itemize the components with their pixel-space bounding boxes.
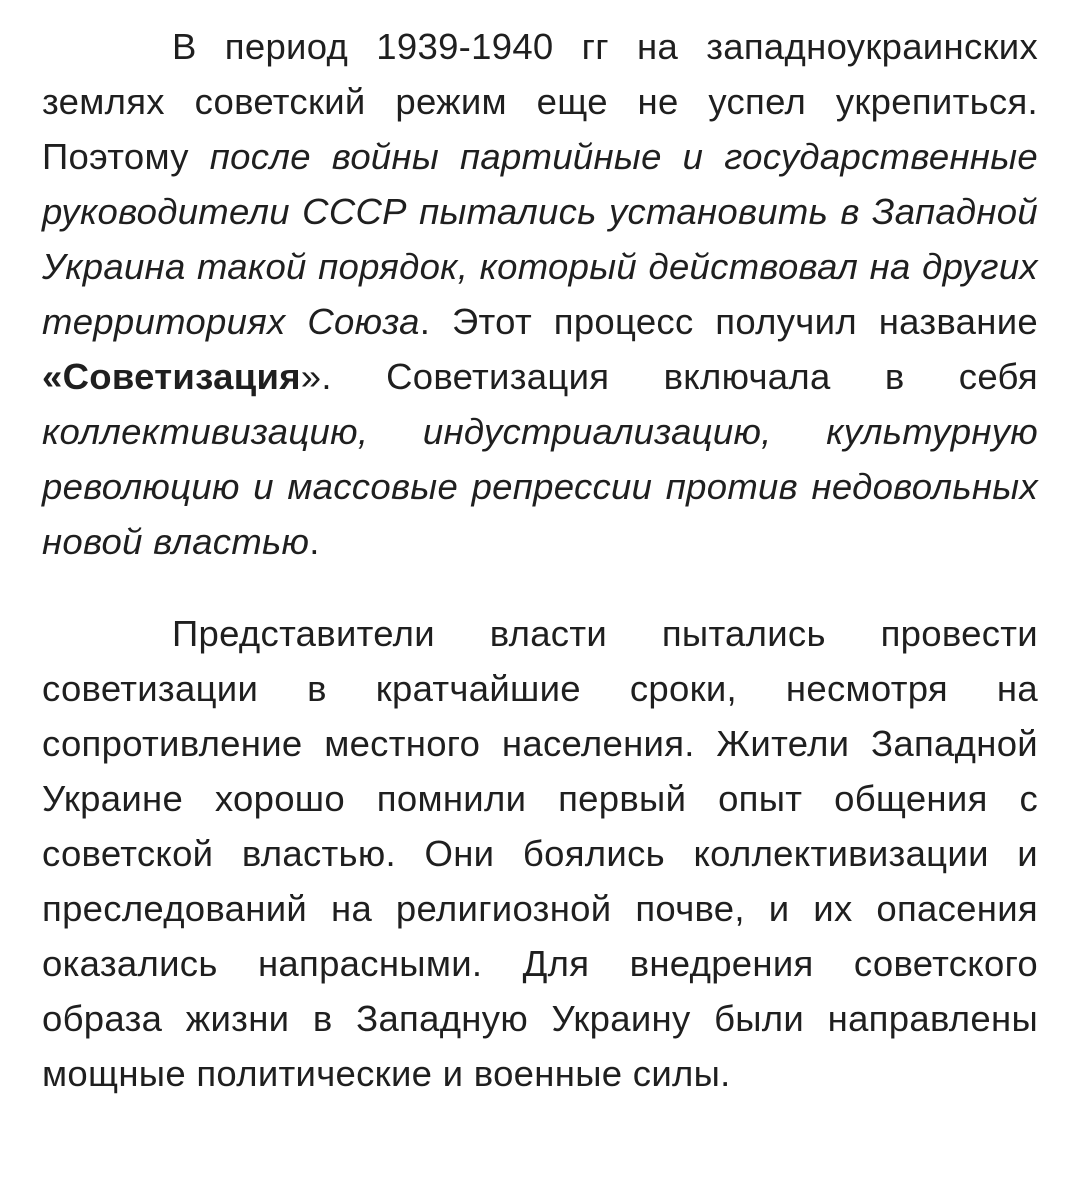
italic-components-list: коллективизацию, индустриализацию, культурную революцию и массовые репрессии против недовольных новой властью	[42, 411, 1038, 562]
intro-text: В период 1939-1940 гг на западноукраинских землях советский режим еще не успел укрепиться. Поэтому	[42, 26, 1038, 177]
paragraph-sovietization-process	[42, 606, 1038, 1101]
quote-open: «	[42, 356, 63, 397]
document-page	[42, 19, 1038, 1101]
term-sovietization: Советизация	[62, 356, 301, 397]
paragraph-sovietization-intro	[42, 19, 1038, 569]
process-text: Представители власти пытались провести советизации в кратчайшие сроки, несмотря на сопротивление местного населения. Жители Западной Украине хорошо помнили первый опыт общения с советской властью. Они боялись коллективизации и преследований на религиозной почве, и их опасения оказались напрасными. Для внедрения советского образа жизни в Западную Украину были направлены мощные политические и военные силы.	[42, 613, 1038, 1094]
quote-close: »	[300, 356, 322, 397]
includes-lead: . Советизация включала в себя	[321, 356, 1038, 397]
process-name-lead: . Этот процесс получил название	[419, 301, 1038, 342]
paragraph-end-period: .	[309, 521, 320, 562]
italic-policy-text: после войны партийные и государственные руководители СССР пытались установить в Западной Украина такой порядок, который действовал на других территориях Союза	[42, 136, 1038, 342]
